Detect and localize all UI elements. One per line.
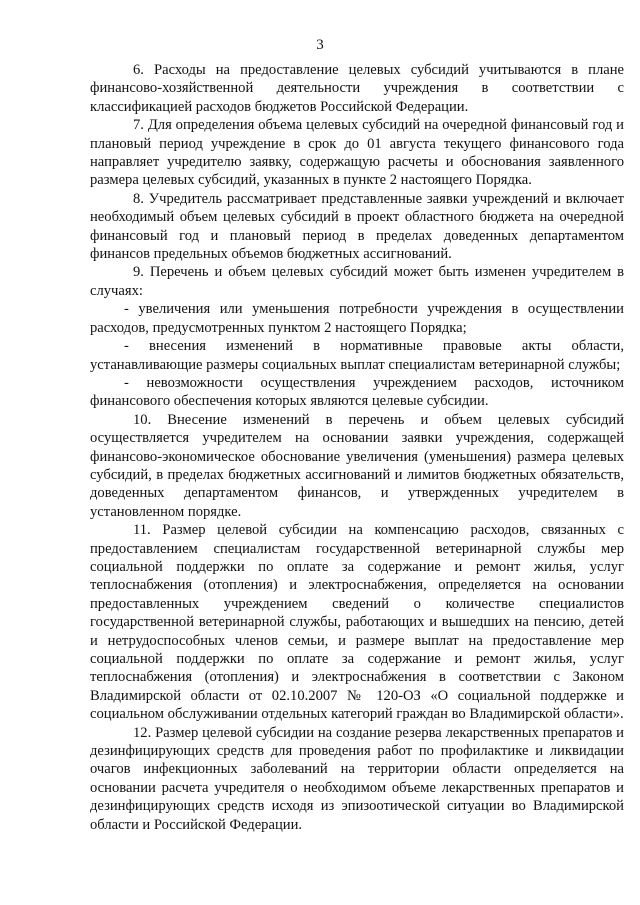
list-item-increase-decrease: - увеличения или уменьшения потребности учреждения в осуществлении расходов, предусмотренных пунктом 2 настоящего Порядка; — [90, 301, 624, 336]
document-body — [90, 61, 624, 834]
paragraph-6: 6. Расходы на предоставление целевых субсидий учитываются в плане финансово-хозяйственной деятельности учреждения в соответствии с классификацией расходов бюджетов Российской Федерации. — [90, 62, 624, 115]
page-number: 3 — [316, 37, 324, 53]
paragraph-7: 7. Для определения объема целевых субсидий на очередной финансовый год и плановый период учреждение в срок до 01 августа текущего финансового года направляет учредителю заявку, содержащую расчеты и обоснования заявленного размера целевых субсидий, указанных в пункте 2 настоящего Порядка. — [90, 117, 624, 189]
paragraph-8: 8. Учредитель рассматривает представленные заявки учреждений и включает необходимый объем целевых субсидий в проект областного бюджета на очередной финансовый год и плановый период в пределах доведенных департаментом финансов предельных объемов бюджетных ассигнований. — [90, 190, 624, 263]
list-item-normative-changes: - внесения изменений в нормативные правовые акты области, устанавливающие размеры социальных выплат специалистам ветеринарной службы; — [90, 338, 624, 373]
paragraph-11: 11. Размер целевой субсидии на компенсацию расходов, связанных с предоставлением специалистам государственной ветеринарной службы мер социальной поддержки по оплате за содержание и ремонт жилья, услуг теплоснабжения (отопления) и электроснабжения, определяется на основании предоставленных учреждением сведений о количестве специалистов государственной ветеринарной службы, работающих и вышедших на пенсию, детей и нетрудоспособных членов семьи, и размере выплат на предоставление мер социальной поддержки по оплате за содержание и ремонт жилья, услуг теплоснабжения (отопления) и электроснабжения в соответствии с Законом Владимирской области от 02.10.2007 № 120-ОЗ «О социальной поддержке и социальном обслуживании отдельных категорий граждан во Владимирской области». — [90, 522, 624, 723]
paragraph-10: 10. Внесение изменений в перечень и объем целевых субсидий осуществляется учредителем на основании заявки учреждения, содержащей финансово-экономическое обоснование увеличения (уменьшения) размера целевых субсидий, в пределах бюджетных ассигнований и лимитов бюджетных обязательств, доведенных департаментом финансов, и утвержденных учредителем в установленном порядке. — [90, 411, 624, 520]
paragraph-12: 12. Размер целевой субсидии на создание резерва лекарственных препаратов и дезинфицирующих средств для проведения работ по профилактике и ликвидации очагов инфекционных заболеваний на территории области определяется на основании расчета учредителя о необходимом объеме лекарственных препаратов и дезинфицирующих средств исходя из эпизоотической ситуации во Владимирской области и Российской Федерации. — [90, 724, 624, 833]
list-item-impossibility: - невозможности осуществления учреждением расходов, источником финансового обеспечения которых являются целевые субсидии. — [90, 374, 624, 410]
paragraph-9: 9. Перечень и объем целевых субсидий может быть изменен учредителем в случаях: — [90, 264, 624, 299]
